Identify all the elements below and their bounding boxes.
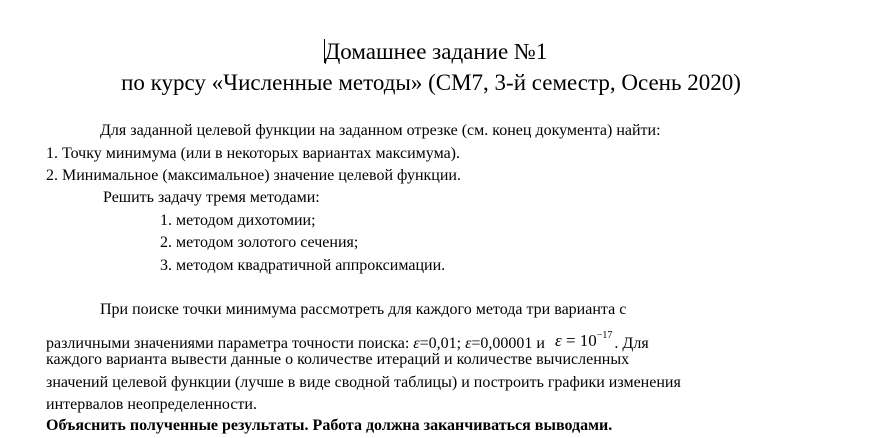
paragraph-line-2-start: различными значениями параметра точности поиска: bbox=[46, 335, 414, 352]
method-item-2: 2. методом золотого сечения; bbox=[160, 234, 359, 251]
document-title-text: Домашнее задание №1 bbox=[324, 39, 548, 64]
paragraph-line-5: интервалов неопределенности. bbox=[46, 396, 257, 413]
formula-epsilon: ε bbox=[554, 331, 562, 350]
conclusion-text: Объяснить полученные результаты. Работа должна заканчиваться выводами. bbox=[46, 417, 613, 434]
document-subtitle: по курсу «Численные методы» (СМ7, 3-й семестр, Осень 2020) bbox=[121, 70, 741, 95]
paragraph-line-4: значений целевой функции (лучше в виде сводной таблицы) и построить графики изменения bbox=[46, 374, 681, 391]
paragraph-line-2-end: . Для bbox=[614, 335, 649, 352]
paragraph-line-3: каждого варианта вывести данные о количестве итераций и количестве вычисленных bbox=[46, 351, 630, 368]
task-item-2: 2. Минимальное (максимальное) значение целевой функции. bbox=[46, 167, 461, 184]
method-item-1: 1. методом дихотомии; bbox=[160, 212, 316, 229]
paragraph-line-1: При поиске точки минимума рассмотреть для каждого метода три варианта с bbox=[100, 301, 627, 318]
epsilon-symbol-2: ε bbox=[465, 335, 472, 352]
epsilon-symbol-1: ε bbox=[413, 335, 420, 352]
epsilon-value-1: =0,01; bbox=[419, 335, 466, 352]
method-item-3: 3. методом квадратичной аппроксимации. bbox=[160, 257, 446, 274]
epsilon-value-2: =0,00001 и bbox=[471, 335, 549, 352]
epsilon-formula bbox=[555, 326, 612, 351]
document-title bbox=[0, 38, 871, 66]
methods-intro: Решить задачу тремя методами: bbox=[103, 189, 320, 206]
formula-exponent: −17 bbox=[596, 330, 613, 341]
intro-text: Для заданной целевой функции на заданном отрезке (см. конец документа) найти: bbox=[100, 122, 661, 139]
formula-base: = 10 bbox=[561, 331, 597, 350]
task-item-1: 1. Точку минимума (или в некоторых вариантах максимума). bbox=[46, 145, 461, 162]
